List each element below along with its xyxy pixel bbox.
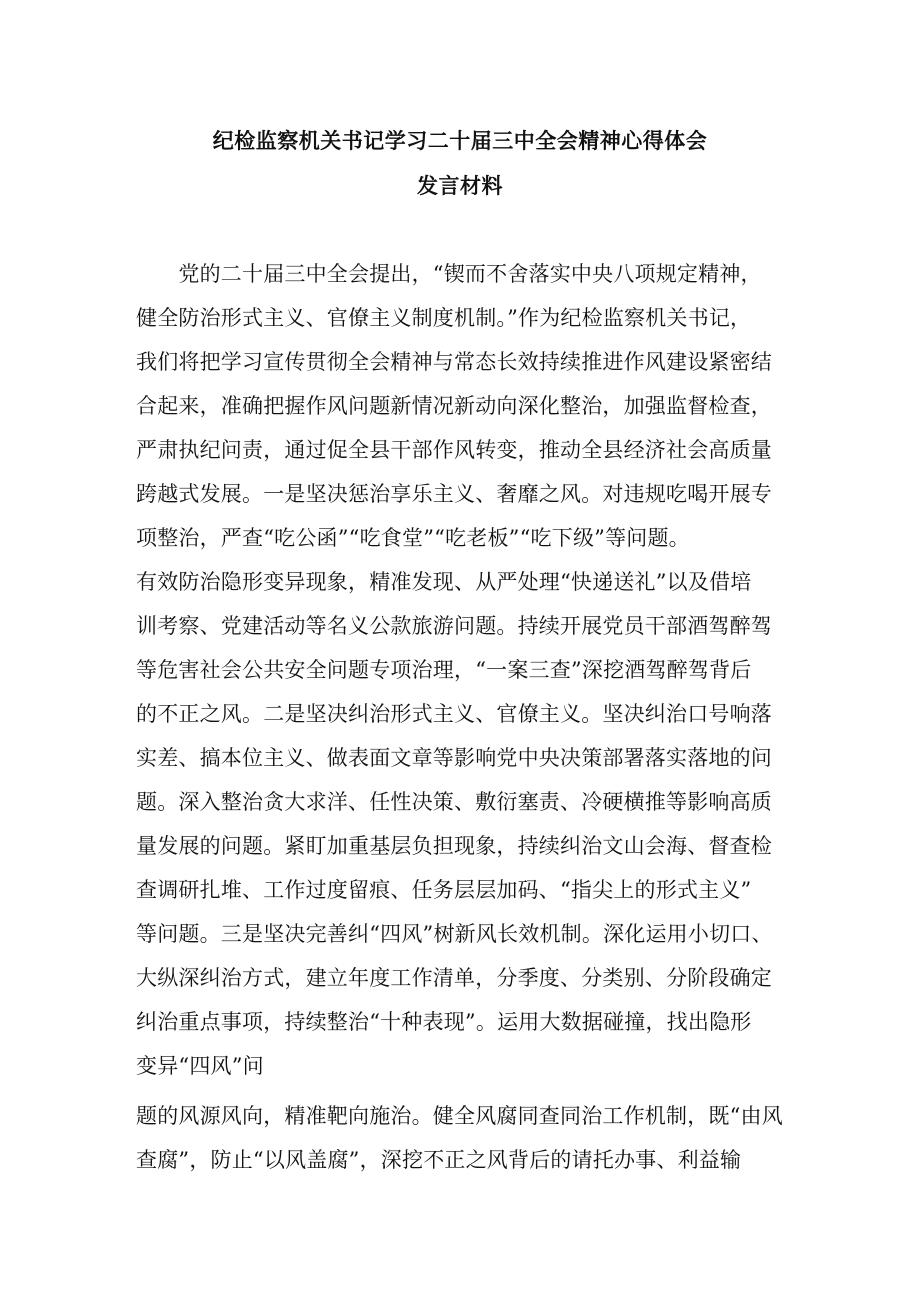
- body-line: 训考察、党建活动等名义公款旅游问题。持续开展党员干部酒驾醉驾: [136, 614, 772, 638]
- body-line: 等危害社会公共安全问题专项治理，“一案三查”深挖酒驾醉驾背后: [136, 658, 752, 682]
- body-line: 严肃执纪问责，通过促全县干部作风转变，推动全县经济社会高质量: [136, 438, 772, 462]
- body-line: 有效防治隐形变异现象，精准发现、从严处理“快递送礼”以及借培: [136, 570, 752, 594]
- body-line: 我们将把学习宣传贯彻全会精神与常态长效持续推进作风建设紧密结: [136, 350, 772, 374]
- document-subtitle: 发言材料: [417, 174, 503, 198]
- body-line: 变异“四风”问: [136, 1054, 264, 1078]
- body-line: 健全防治形式主义、官僚主义制度机制。”作为纪检监察机关书记，: [136, 306, 752, 330]
- body-line: 合起来，准确把握作风问题新情况新动向深化整治，加强监督检查，: [136, 394, 772, 418]
- body-line: 查腐”，防止“以风盖腐”，深挖不正之风背后的请托办事、利益输: [136, 1148, 742, 1172]
- body-line: 查调研扎堆、工作过度留痕、任务层层加码、“指尖上的形式主义”: [136, 878, 752, 902]
- body-line: 纠治重点事项，持续整治“十种表现”。运用大数据碰撞，找出隐形: [136, 1010, 752, 1034]
- body-line: 实差、搞本位主义、做表面文章等影响党中央决策部署落实落地的问: [136, 746, 772, 770]
- body-line: 等问题。三是坚决完善纠“四风”树新风长效机制。深化运用小切口、: [136, 922, 773, 946]
- document-title: 纪检监察机关书记学习二十届三中全会精神心得体会: [212, 129, 708, 153]
- body-line: 题。深入整治贪大求洋、任性决策、敷衍塞责、冷硬横推等影响高质: [136, 790, 772, 814]
- body-line: 跨越式发展。一是坚决惩治享乐主义、奢靡之风。对违规吃喝开展专: [136, 482, 772, 506]
- body-line: 量发展的问题。紧盯加重基层负担现象，持续纠治文山会海、督查检: [136, 834, 772, 858]
- body-line: 党的二十届三中全会提出，“锲而不舍落实中央八项规定精神，: [136, 262, 762, 286]
- body-line: 题的风源风向，精准靶向施治。健全风腐同查同治工作机制，既“由风: [136, 1104, 783, 1128]
- body-line: 大纵深纠治方式，建立年度工作清单，分季度、分类别、分阶段确定: [136, 966, 772, 990]
- body-line: 的不正之风。二是坚决纠治形式主义、官僚主义。坚决纠治口号响落: [136, 702, 772, 726]
- body-line: 项整治，严查“吃公函”“吃食堂”“吃老板”“吃下级”等问题。: [136, 526, 690, 550]
